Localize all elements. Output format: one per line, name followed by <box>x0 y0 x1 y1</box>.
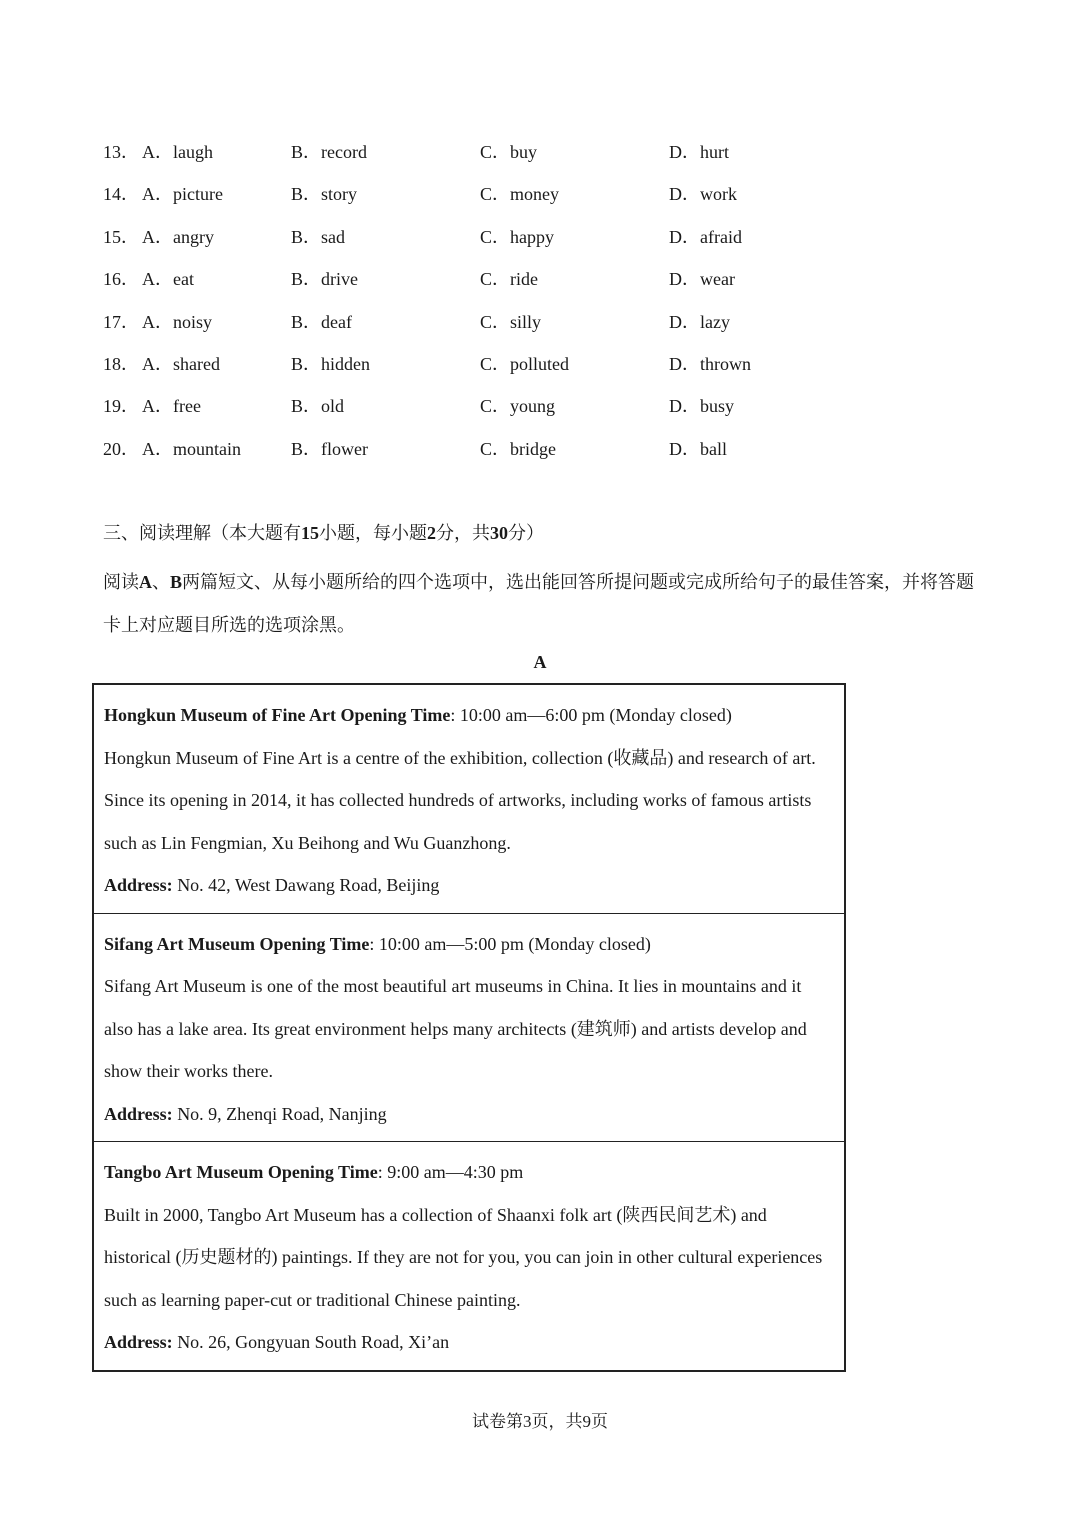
address-label: Address: <box>104 1103 173 1124</box>
question-row <box>103 428 1003 470</box>
address-label: Address: <box>104 1332 173 1352</box>
opening-hours: : 10:00 am—5:00 pm (Monday closed) <box>369 933 651 954</box>
passage-label: A <box>533 652 547 672</box>
museum-header <box>104 1151 834 1194</box>
option-b: B．hidden <box>291 353 370 374</box>
museum-description: Sifang Art Museum is one of the most beautiful art museums in China. It lies in mountains and it also has a lake area. Its great environment helps many architects (建筑师) and artists develop and show their works there. <box>104 976 807 1081</box>
passage-b-ref: B <box>170 572 183 592</box>
points-each: 2 <box>427 523 436 543</box>
museum-address <box>104 1093 834 1136</box>
option-d: D．afraid <box>669 226 742 247</box>
option-a: A．laugh <box>142 142 213 162</box>
museum-description: Hongkun Museum of Fine Art is a centre of the exhibition, collection (收藏品) and research of art. Since its opening in 2014, it has collected hundreds of artworks, including works of famous artists such as Lin Fengmian, Xu Beihong and Wu Guanzhong. <box>104 747 816 853</box>
option-b: B．deaf <box>291 311 352 332</box>
option-a: A．noisy <box>142 311 213 332</box>
option-d: D．wear <box>669 269 735 290</box>
multiple-choice-list <box>103 131 1003 470</box>
option-b: B．story <box>291 184 358 205</box>
question-row <box>103 131 1003 173</box>
option-c: C．happy <box>480 226 554 247</box>
option-c: C．young <box>480 396 556 417</box>
option-c: C．bridge <box>480 438 556 459</box>
option-a: A．angry <box>142 226 214 247</box>
option-c: C．silly <box>480 311 542 332</box>
museum-name: Tangbo Art Museum Opening Time <box>104 1162 378 1182</box>
question-number: 20． <box>103 438 139 459</box>
question-number: 16． <box>103 269 139 290</box>
museum-name: Hongkun Museum of Fine Art Opening Time <box>104 705 451 725</box>
option-d: D．thrown <box>669 353 751 374</box>
section-middle-2: 分，共 <box>436 523 490 543</box>
museum-card-tangbo <box>94 1141 844 1370</box>
museum-name: Sifang Art Museum Opening Time <box>104 933 370 954</box>
section-prefix: 三、阅读理解（本大题有 <box>103 523 301 543</box>
option-a: A．free <box>142 396 201 417</box>
question-number: 18． <box>103 353 139 374</box>
option-d: D．hurt <box>669 142 729 162</box>
museum-address <box>104 1321 834 1364</box>
option-b: B．record <box>291 142 367 162</box>
passage-a-ref: A <box>139 572 152 592</box>
page-footer: 试卷第3页，共9页 <box>472 1412 608 1431</box>
option-c: C．money <box>480 184 559 205</box>
museum-header <box>104 923 834 966</box>
option-c: C．buy <box>480 142 538 162</box>
option-c: C．ride <box>480 269 538 290</box>
museum-description: Built in 2000, Tangbo Art Museum has a collection of Shaanxi folk art (陕西民间艺术) and historical (历史题材的) paintings. If they are not for you, you can join in other cultural experiences such as learning paper-cut or traditional Chinese painting. <box>104 1204 823 1310</box>
option-a: A．picture <box>142 184 223 205</box>
total-points: 30 <box>490 523 508 543</box>
option-c: C．polluted <box>480 353 569 374</box>
museum-header <box>104 694 834 737</box>
option-a: A．mountain <box>142 438 241 459</box>
instr-text-3: 两篇短文、从每小题所给的四个选项中，选出能回答所提问题或完成所给句子的最佳答案，并将答题卡上对应题目所选的选项涂黑。 <box>103 572 975 635</box>
opening-hours: : 10:00 am—6:00 pm (Monday closed) <box>450 705 732 725</box>
question-count: 15 <box>301 523 319 543</box>
section-suffix: 分） <box>508 523 544 543</box>
option-a: A．shared <box>142 353 220 374</box>
option-d: D．lazy <box>669 311 730 332</box>
section-heading <box>103 518 544 548</box>
museum-table <box>92 683 846 1372</box>
reading-instructions <box>103 561 983 646</box>
question-row <box>103 343 1003 385</box>
opening-hours: : 9:00 am—4:30 pm <box>377 1162 524 1182</box>
question-number: 17． <box>103 311 139 332</box>
question-row <box>103 258 1003 300</box>
question-number: 14． <box>103 184 139 205</box>
option-a: A．eat <box>142 269 194 290</box>
question-row <box>103 385 1003 427</box>
address-label: Address: <box>104 875 173 895</box>
option-b: B．old <box>291 396 345 417</box>
address-value: No. 42, West Dawang Road, Beijing <box>172 875 440 895</box>
option-d: D．work <box>669 184 737 205</box>
address-value: No. 26, Gongyuan South Road, Xi’an <box>172 1332 450 1352</box>
question-row <box>103 216 1003 258</box>
section-middle-1: 小题，每小题 <box>319 523 427 543</box>
museum-card-sifang <box>94 913 844 1142</box>
question-number: 13． <box>103 142 139 162</box>
museum-card-hongkun <box>94 685 844 913</box>
question-number: 15． <box>103 226 139 247</box>
question-row <box>103 301 1003 343</box>
question-number: 19． <box>103 396 139 417</box>
question-row <box>103 173 1003 215</box>
option-b: B．sad <box>291 226 345 247</box>
option-d: D．ball <box>669 438 727 459</box>
museum-address <box>104 864 834 907</box>
option-d: D．busy <box>669 396 735 417</box>
instr-text-1: 阅读 <box>103 572 139 592</box>
option-b: B．flower <box>291 438 368 459</box>
instr-text-2: 、 <box>152 572 170 592</box>
address-value: No. 9, Zhenqi Road, Nanjing <box>172 1103 387 1124</box>
option-b: B．drive <box>291 269 358 290</box>
